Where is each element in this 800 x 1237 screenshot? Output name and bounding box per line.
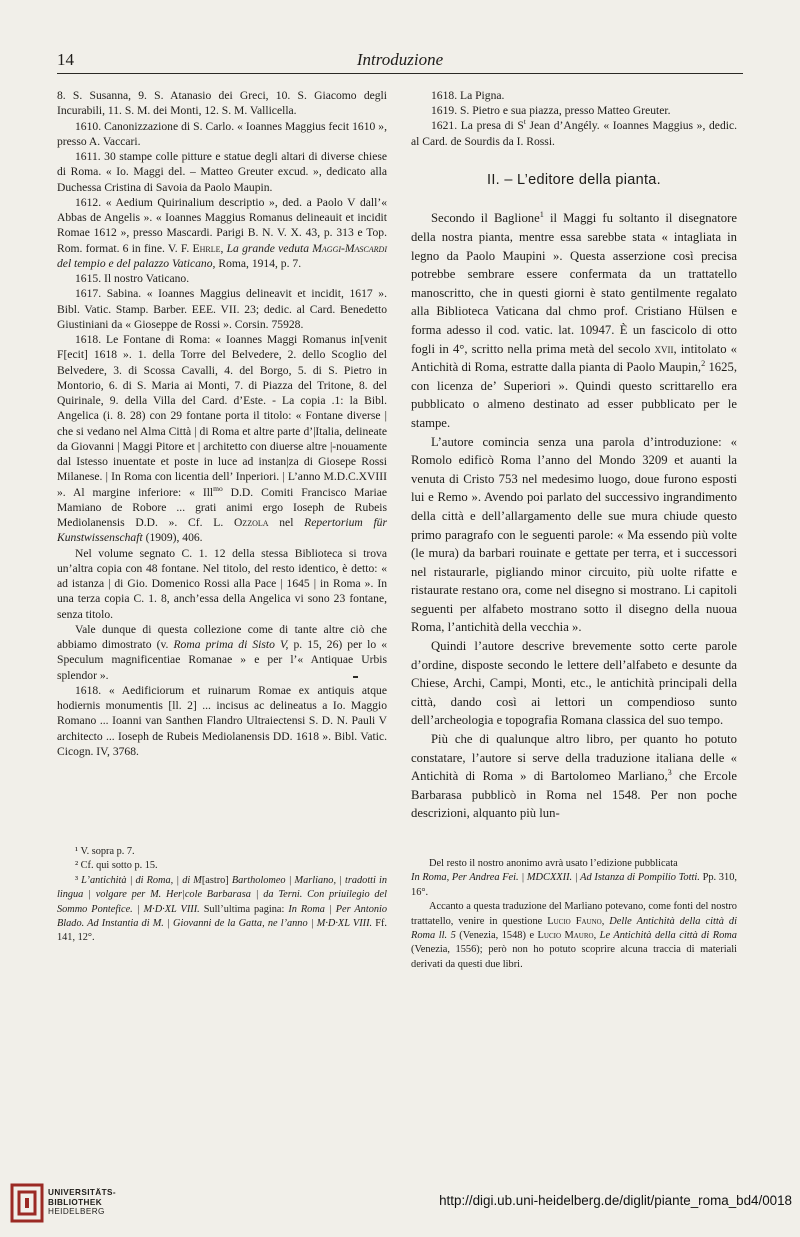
viewer-footer <box>0 1180 800 1237</box>
paragraph: 1610. Canonizzazione di S. Carlo. « Ioannes Maggius fecit 1610 », presso A. Vaccari. <box>57 119 387 148</box>
paragraph: 8. S. Susanna, 9. S. Atanasio dei Greci, 10. S. Giacomo degli Incurabili, 11. S. M. dei Monti, 12. S. M. Vallicella. <box>57 89 387 118</box>
paragraph: 1612. « Aedium Quirinalium descriptio », ded. a Paolo V dall’« Abbas de Angelis ». « Ioannes Maggius Romanus delineauit et incidit Romae 1612 », presso Mascardi. Parigi B. N. V. X. 43, p. 313 e Top. Rom. format. 6 in fine. V. F. Ehrle, La grande veduta Maggi-Mascardi del tempio e del palazzo Vaticano, Roma, 1914, p. 7. <box>57 195 387 270</box>
paragraph: 1621. La presa di $S^t$ Jean d’Angély. « Ioannes Maggius », dedic. al Card. de Sourdis da I. Rossi. <box>411 117 738 148</box>
paragraph: 1611. 30 stampe colle pitture e statue degli altari di diverse chiese di Roma. « Io. Maggi del. – Matteo Greuter excud. », dedicato alla Duchessa Cristina di Savoia da Paolo Maupin. <box>57 150 387 194</box>
header-rule <box>57 73 743 74</box>
paragraph: Quindi l’autore descrive brevemente sotto certe parole d’ordine, disposte secondo le lettere dell’alfabeto e desunte da Chiese, Archi, Campi, Monti, etc., le antichità principali della città, dando così ai lettori un compendioso sunto dell’archeologia e topografia Romana classica del suo tempo. <box>411 639 737 728</box>
margin-mark <box>353 676 358 678</box>
running-title: Introduzione <box>356 50 444 69</box>
paragraph: 1619. S. Pietro e sua piazza, presso Matteo Greuter. <box>431 104 671 118</box>
footnote: ³ L’antichità | di Roma, | di M[astro] Bartholomeo | Marliano, | tradotti in lingua | volgare per M. Her|cole Barbarasa | da Terni. Con priuilegio del Sommo Pontefice. | M·D·XL VIII. Sull’ultima pagina: In Roma | Per Antonio Blado. Ad Instantia di M. | Giovanni de la Gatta, ne l’anno | M·D·XL VIII. Ff. 141, 12°. <box>57 874 388 944</box>
paragraph: 1618. « Aedificiorum et ruinarum Romae ex antiquis atque hodiernis monumentis [ll. 2] ... incisus ac delineatus a Io. Maggio Romano ... Ioanni van Santhen Flandro Ultraiectensi S. D. N. Pauli V architecto ... Ioseph de Rubeis Mediolanensis DD. 1618 ». Bibl. Vatic. Cicogn. IV, 3768. <box>57 683 387 758</box>
footnote: In Roma, Per Andrea Fei. | MDCXXII. | Ad Istanza di Pompilio Totti. Pp. 310, 16°. <box>411 872 737 898</box>
library-logo-icon <box>10 1183 44 1223</box>
section-heading: II. – L’editore della pianta. <box>487 171 661 188</box>
footnote: ² Cf. qui sotto p. 15. <box>75 860 158 872</box>
right-column <box>411 88 737 823</box>
footnotes-left <box>57 845 387 946</box>
paragraph: Nel volume segnato C. 1. 12 della stessa Biblioteca si trova un’altra copia con 48 fontane. Nel titolo, del resto identico, è detto: « ad istanza | di Gio. Domenico Rossi alla Pace | 1645 | in Roma ». In una terza copia C. 1. 8, anch’essa della Angelica vi sono 23 fontane, senza titolo. <box>57 546 387 621</box>
footnote: Accanto a questa traduzione del Marliano potevano, come fonti del nostro trattatello, venire in questione Lucio Fauno, Delle Antichità della città di Roma ll. 5 (Venezia, 1548) e Lucio Mauro, Le Antichità della città di Roma (Venezia, 1556); però non ho potuto scoprire alcuna traccia di materiali derivati da questi due libri. <box>411 901 737 970</box>
footnote: ¹ V. sopra p. 7. <box>75 846 135 857</box>
library-logo-text: UNIVERSITÄTS- BIBLIOTHEK HEIDELBERG <box>48 1188 116 1216</box>
page-number: 14 <box>57 50 74 69</box>
paragraph: L’autore comincia senza una parola d’introduzione: « Romolo edificò Roma l’anno del Mondo 3209 et auanti la venuta di Cristo 753 nel medesimo luogo, doue furono esposti lui e Remo ». Avendo poi parlato del successivo ingrandimento della città e dell’allargamento delle sue mura chiude questo primo paragrafo con le seguenti parole: « Ma essendo più volte (le mura) da barbari rouinate e gettate per terra, et i successori nel ristaurarle, pigliando minor circuito, più uolte rifatte e ristaurate restano ora, come nel disegno si mostrano. Li capitoli seguenti per alfabeto mostrano sotto il disegno della nuoua Roma, l’antichità della vecchia ». <box>411 434 737 635</box>
left-column <box>57 88 387 759</box>
paragraph: 1617. Sabina. « Ioannes Maggius delineavit et incidit, 1617 ». Bibl. Vatic. Stamp. Barber. EEE. VII. 23; dedic. al Card. Benedetto Giustiniani da « Gioseppe de Rossi ». Corsin. 75928. <box>57 287 387 331</box>
paragraph: Secondo il Baglione$^1$ il Maggi fu soltanto il disegnatore della nostra pianta, mentre essa sarebbe stata « intagliata in legno da Paolo Maupini ». Questa asserzione così precisa potrebbe sembrare essere confermata da un trattatello manoscritto, che in questi giorni è stato gentilmente regalato alla Biblioteca Vaticana dal chmo prof. Cristiano Hülsen e forma adesso il cod. vatic. lat. 10947. È un fascicolo di otto fogli in 4°, scritto nella prima metà del secolo xvii, intitolato « Antichità di Roma, estratte dalla pianta di Paolo Maupin,$^2$ 1625, con licenza de’ Superiori ». Quindi questo scrittarello era pubblicato o almeno destinato ad esser pubblicato per le stampe. <box>411 210 737 430</box>
paragraph: Vale dunque di questa collezione come di tante altre ciò che abbiamo dimostrato (v. Roma prima di Sisto V, p. 15, 26) per lo « Speculum magnificentiae Romanae » e per l’« Antiquae Urbis splendor ». <box>57 622 387 682</box>
footnote: Del resto il nostro anonimo avrà usato l’edizione pubblicata <box>429 858 678 869</box>
paragraph: Più che di qualunque altro libro, per quanto ho potuto constatare, l’autore si serve della traduzione italiana delle « Antichità di Roma » di Bartolomeo Marliano,$^3$ che Ercole Barbarasa pubblicò in Roma nel 1548. Per non poche descrizioni, alquanto più lun- <box>411 732 737 821</box>
paragraph: 1618. La Pigna. <box>431 89 505 102</box>
paragraph: 1618. Le Fontane di Roma: « Ioannes Maggi Romanus in[venit F[ecit] 1618 ». 1. della Torre del Belvedere, 2. dello Scoglio del Belvedere, 3. di Scossa Cavalli, 4. del Borgo, 5. di S. Pietro in Montorio, 6. di S. Maria ai Monti, 7. di Piazza del Tritone, 8. del Quirinale, 9. della Villa del Card. d’Este. - La copia .1: la Bibl. Angelica (i. 8. 28) con 29 fontane porta il titolo: « Fontane diverse | che si vedano nel Alma Città | di Roma et altre parte d’|Italia, delineate da Giovanni | Maggi Pitore et | architetto con diuerse altre |-nouamente dal Istesso inuentate et poste in luce ad instan|za di Giosepe Rossi Milanese. | In Roma con licentia dell’ Inperiori. | L’anno M.D.C.XVIII ». Al margine inferiore: « Ill$^{mo}$ D.D. Comiti Francisco Mariae Mamiano de Robore ... grati animi ergo Ioseph de Rubeis Mediolanensis D.D. ». Cf. L. Ozzola nel Repertorium für Kunstwissenschaft (1909), 406. <box>57 333 387 545</box>
permalink-url[interactable]: http://digi.ub.uni-heidelberg.de/diglit/piante_roma_bd4/0018 <box>439 1193 792 1208</box>
footnotes-right <box>411 857 737 972</box>
paragraph: 1615. Il nostro Vaticano. <box>75 272 190 285</box>
running-header <box>57 50 743 72</box>
